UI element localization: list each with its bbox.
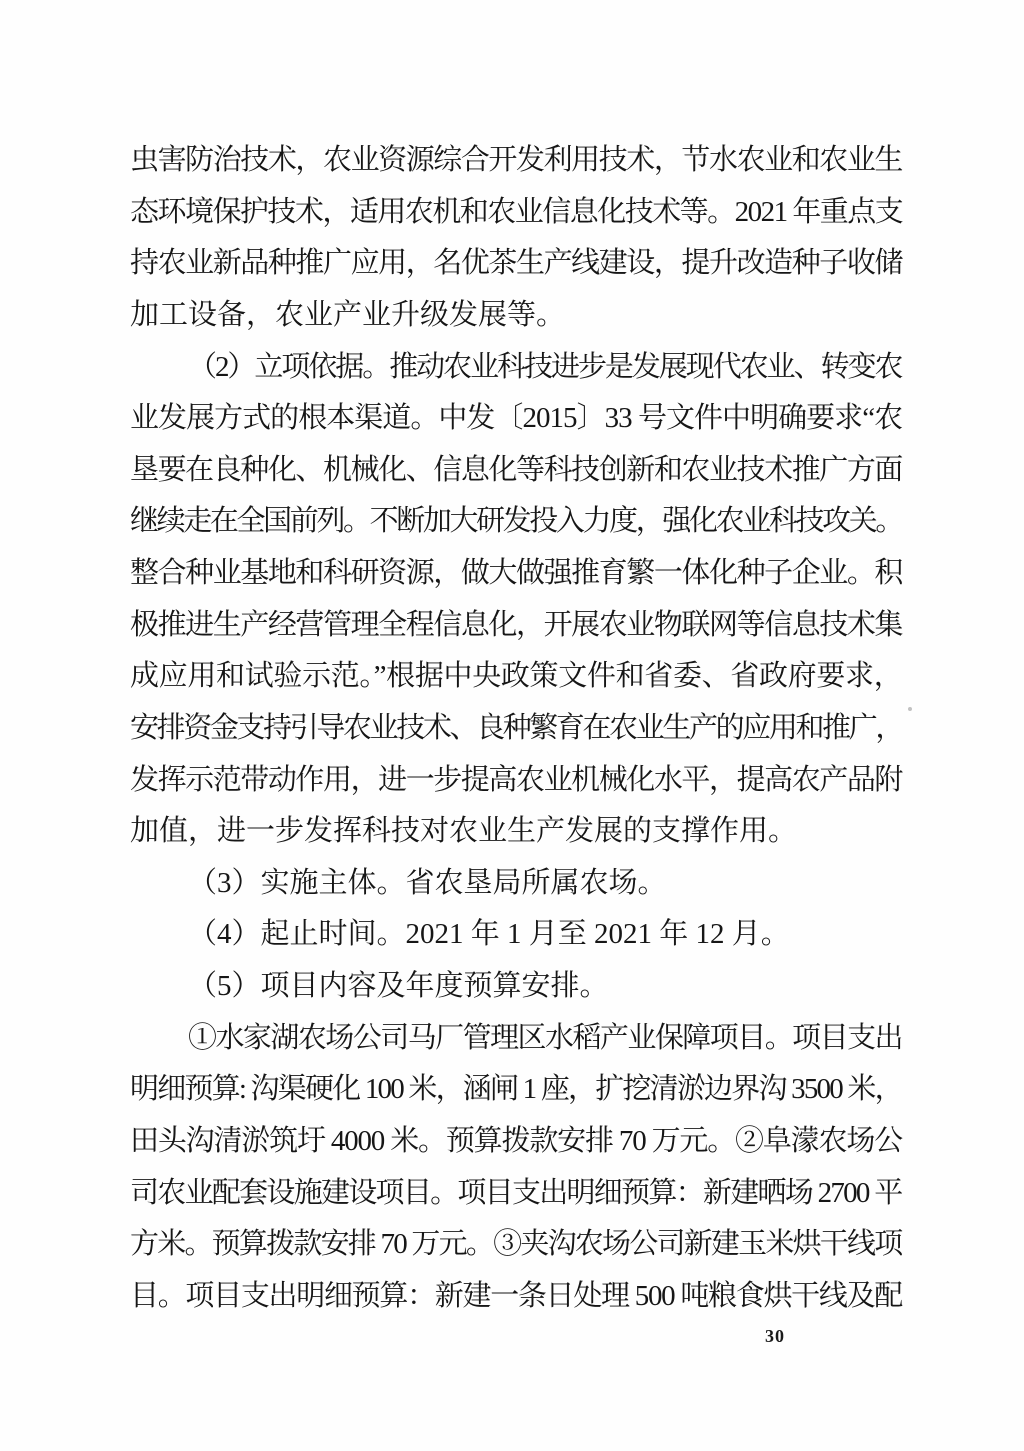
text-line: 田头沟清淤筑圩 4000 米。预算拨款安排 70 万元。②阜濛农场公	[130, 1124, 903, 1157]
text-line: （2）立项依据。推动农业科技进步是发展现代农业、转变农	[188, 350, 902, 383]
text-line: 整合种业基地和科研资源，做大做强推育繁一体化种子企业。积	[130, 557, 903, 589]
document-body	[130, 135, 902, 1322]
text-line: 安排资金支持引导农业技术、良种繁育在农业生产的应用和推广，	[130, 711, 903, 744]
text-line: （4）起止时间。2021 年 1 月至 2021 年 12 月。	[188, 918, 790, 951]
text-line: 虫害防治技术，农业资源综合开发利用技术，节水农业和农业生	[130, 144, 903, 176]
text-line: 业发展方式的根本渠道。中发〔2015〕33 号文件中明确要求“农	[130, 402, 903, 435]
text-line: 司农业配套设施建设项目。项目支出明细预算：新建晒场 2700 平	[130, 1176, 902, 1209]
text-line: 态环境保护技术，适用农机和农业信息化技术等。2021 年重点支	[130, 195, 903, 228]
text-line: ①水家湖农场公司马厂管理区水稻产业保障项目。项目支出	[188, 1021, 903, 1054]
page-number: 30	[765, 1326, 785, 1346]
text-line: （5）项目内容及年度预算安排。	[188, 970, 609, 1002]
text-line: 加工设备，农业产业升级发展等。	[130, 298, 566, 331]
text-line: 继续走在全国前列。不断加大研发投入力度，强化农业科技攻关。	[130, 505, 903, 538]
text-line: 极推进生产经营管理全程信息化，开展农业物联网等信息技术集	[130, 608, 903, 641]
scan-artifact	[908, 707, 912, 711]
text-line: 发挥示范带动作用，进一步提高农业机械化水平，提高农产品附	[130, 763, 903, 796]
text-line: 方米。预算拨款安排 70 万元。③夹沟农场公司新建玉米烘干线项	[130, 1228, 902, 1261]
text-line: 目。项目支出明细预算：新建一条日处理 500 吨粮食烘干线及配	[130, 1279, 903, 1312]
text-line: 明细预算: 沟渠硬化 100 米，涵闸 1 座，扩挖清淤边界沟 3500 米，	[130, 1073, 902, 1106]
text-line: 垦要在良种化、机械化、信息化等科技创新和农业技术推广方面	[130, 453, 903, 486]
text-line: 持农业新品种推广应用，名优茶生产线建设，提升改造种子收储	[130, 247, 903, 280]
text-line: 加值，进一步发挥科技对农业生产发展的支撑作用。	[130, 815, 798, 848]
text-line: 成应用和试验示范。”根据中央政策文件和省委、省政府要求，	[130, 660, 903, 693]
text-line: （3）实施主体。省农垦局所属农场。	[188, 866, 667, 899]
